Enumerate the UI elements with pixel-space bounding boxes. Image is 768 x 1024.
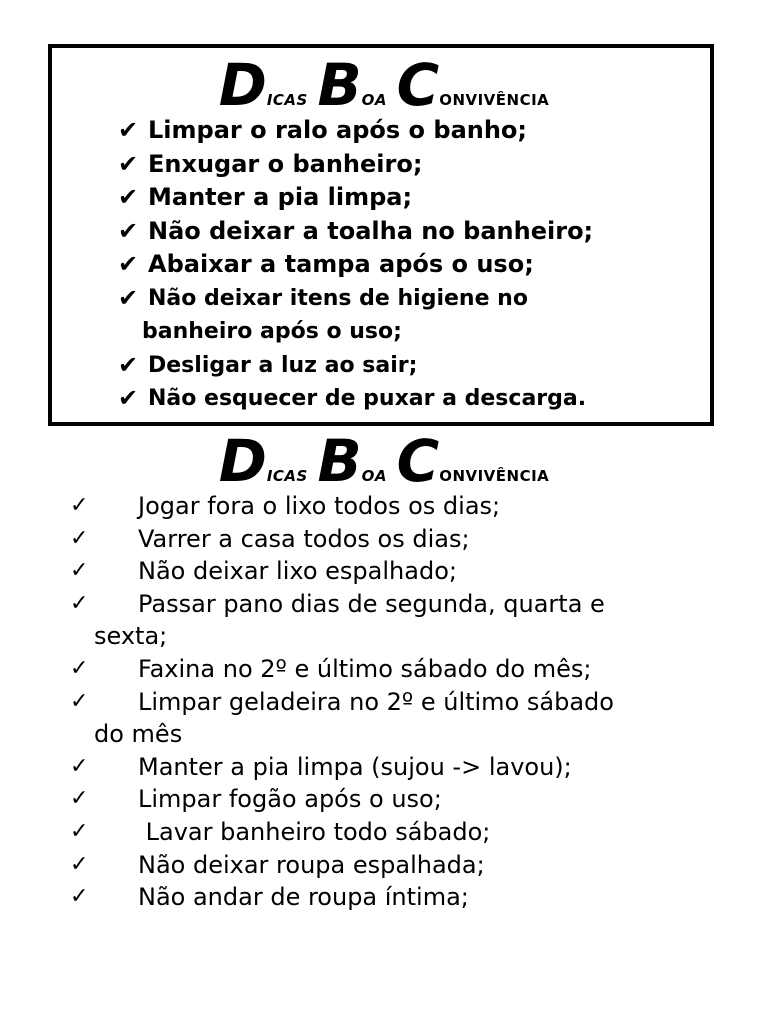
check-mark-icon: ✓ (70, 655, 89, 681)
check-mark-icon: ✔ (118, 384, 139, 412)
list-item (68, 588, 614, 653)
check-mark-icon: ✔ (118, 250, 139, 278)
check-mark-icon: ✓ (70, 818, 89, 844)
list-item (118, 181, 593, 215)
check-mark-icon: ✔ (118, 183, 139, 211)
title-rest: OA (361, 91, 388, 109)
list-item (68, 555, 614, 588)
list-item (68, 523, 614, 556)
top-checklist (118, 114, 593, 416)
list-item (118, 114, 593, 148)
list-item (68, 490, 614, 523)
check-mark-icon: ✓ (70, 493, 89, 518)
title-letter: D (218, 427, 267, 495)
item-text: Jogar fora o lixo todos os dias; (138, 492, 501, 520)
item-text: Faxina no 2º e último sábado do mês; (138, 654, 592, 683)
item-text: Limpar geladeira no 2º e último sábado (138, 687, 614, 716)
item-text: Não deixar lixo espalhado; (138, 557, 457, 586)
list-item (118, 148, 593, 182)
check-mark-icon: ✓ (70, 753, 89, 779)
check-mark-icon: ✔ (118, 283, 139, 312)
title-rest: ONVIVÊNCIA (439, 91, 550, 109)
list-item (118, 248, 593, 282)
title-letter: B (317, 51, 362, 119)
item-text-continuation: banheiro após o uso; (142, 319, 402, 344)
item-text-continuation: sexta; (94, 622, 168, 651)
check-mark-icon: ✓ (70, 884, 89, 910)
title-rest: ONVIVÊNCIA (439, 467, 550, 485)
title-rest: ICAS (266, 91, 308, 109)
item-text: Não deixar itens de higiene no (148, 285, 528, 311)
item-text: Manter a pia limpa (sujou -> lavou); (138, 752, 572, 781)
item-text: Limpar o ralo após o banho; (148, 116, 528, 144)
check-mark-icon: ✔ (118, 116, 139, 144)
list-item (68, 881, 614, 914)
list-item (68, 849, 614, 882)
title-letter: C (396, 51, 440, 119)
bottom-checklist (68, 490, 614, 914)
check-mark-icon: ✓ (70, 525, 89, 551)
title-letter: B (317, 427, 362, 495)
title-rest: ICAS (266, 467, 308, 485)
item-text: Não deixar a toalha no banheiro; (148, 216, 594, 245)
check-mark-icon: ✓ (70, 688, 89, 714)
check-mark-icon: ✓ (70, 558, 89, 584)
list-item (68, 653, 614, 686)
item-text: Enxugar o banheiro; (148, 149, 423, 178)
list-item (68, 751, 614, 784)
check-mark-icon: ✓ (70, 851, 89, 877)
check-mark-icon: ✔ (118, 216, 139, 245)
check-mark-icon: ✓ (70, 786, 89, 812)
item-text: Abaixar a tampa após o uso; (148, 250, 534, 278)
item-text: Limpar fogão após o uso; (138, 785, 442, 814)
top-title (0, 51, 768, 119)
item-text: Manter a pia limpa; (148, 183, 413, 211)
list-item (68, 816, 614, 849)
list-item (118, 215, 593, 249)
title-letter: C (396, 427, 440, 495)
check-mark-icon: ✓ (70, 590, 89, 616)
check-mark-icon: ✔ (118, 149, 139, 178)
list-item (68, 783, 614, 816)
bottom-title (0, 427, 768, 495)
item-text: Não andar de roupa íntima; (138, 883, 469, 912)
title-rest: OA (361, 467, 388, 485)
item-text: Não deixar roupa espalhada; (138, 850, 485, 879)
check-mark-icon: ✔ (118, 350, 139, 379)
item-text: Lavar banheiro todo sábado; (138, 817, 491, 846)
item-text: Não esquecer de puxar a descarga. (148, 386, 587, 411)
list-item (118, 382, 593, 416)
list-item (118, 349, 593, 383)
item-text: Passar pano dias de segunda, quarta e (138, 589, 605, 618)
list-item (118, 282, 593, 349)
item-text: Desligar a luz ao sair; (148, 352, 418, 378)
title-letter: D (218, 51, 267, 119)
item-text-continuation: do mês (94, 720, 183, 749)
list-item (68, 686, 614, 751)
item-text: Varrer a casa todos os dias; (138, 524, 470, 553)
